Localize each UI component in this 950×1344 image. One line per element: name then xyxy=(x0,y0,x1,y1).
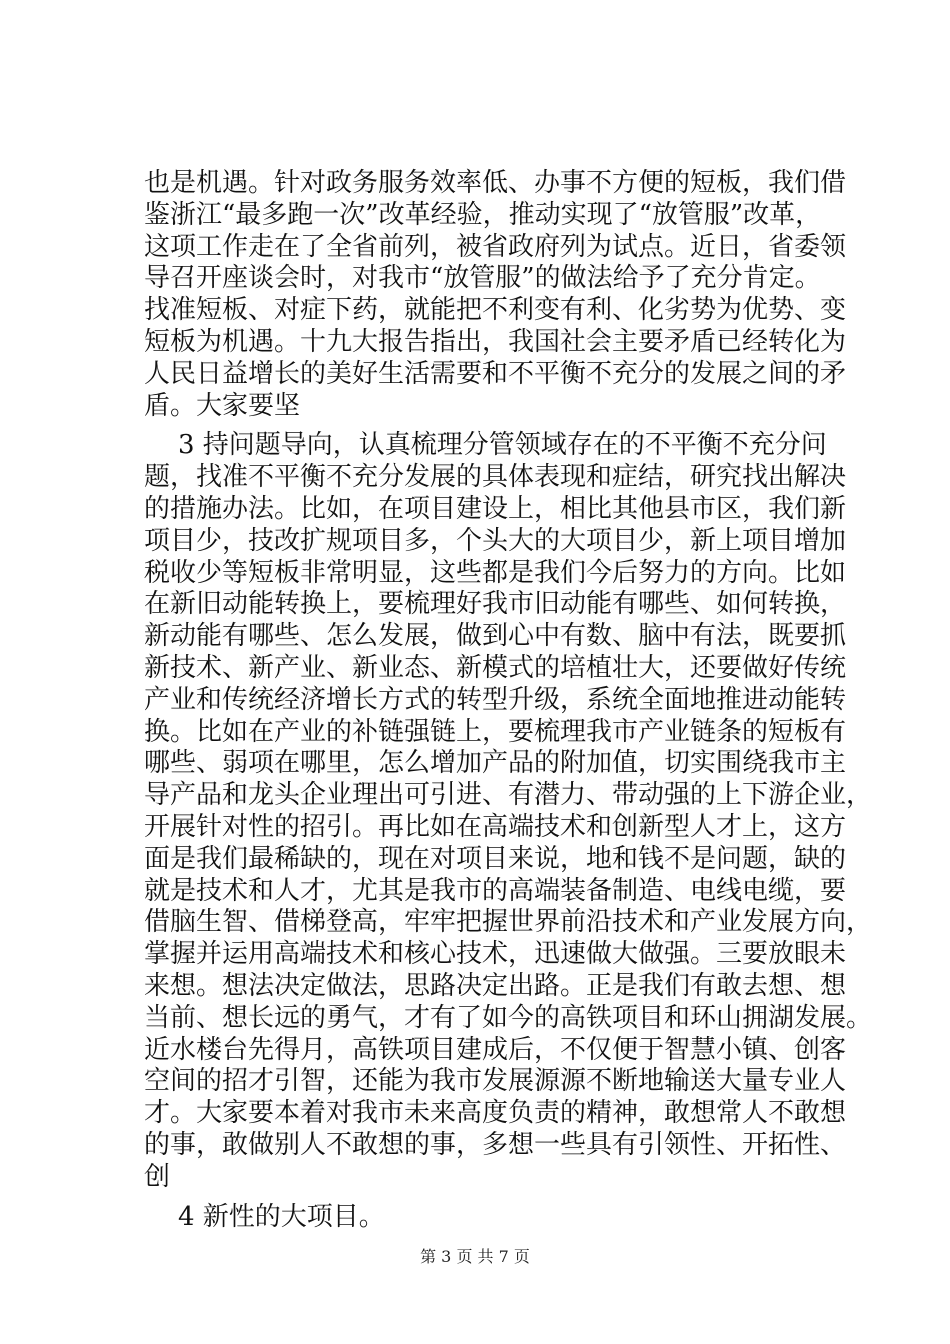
text-line: 鉴浙江“最多跑一次”改革经验，推动实现了“放管服”改革， xyxy=(144,199,822,230)
text-line: 的事，敢做别人不敢想的事，多想一些具有引领性、开拓性、 xyxy=(144,1129,847,1160)
text-line: 新技术、新产业、新业态、新模式的培植壮大，还要做好传统 xyxy=(144,652,847,683)
text-line: 也是机遇。针对政务服务效率低、办事不方便的短板，我们借 xyxy=(144,168,847,198)
text-line: 才。大家要本着对我市未来高度负责的精神，敢想常人不敢想 xyxy=(144,1098,847,1129)
text-line: 哪些、弱项在哪里，怎么增加产品的附加值，切实围绕我市主 xyxy=(144,748,847,779)
text-line: 导产品和龙头企业理出可引进、有潜力、带动强的上下游企业， xyxy=(144,780,873,811)
text-line: 面是我们最稀缺的，现在对项目来说，地和钱不是问题，缺的 xyxy=(144,843,847,874)
text-line: 导召开座谈会时，对我市“放管服”的做法给予了充分肯定。 xyxy=(144,263,821,294)
text-line: 题，找准不平衡不充分发展的具体表现和症结，研究找出解决 xyxy=(144,462,847,493)
text-line: 盾。大家要坚 xyxy=(144,390,301,421)
text-line: 当前、想长远的勇气，才有了如今的高铁项目和环山拥湖发展。 xyxy=(144,1002,873,1033)
text-line: 来想。想法决定做法，思路决定出路。正是我们有敢去想、想 xyxy=(144,970,847,1001)
text-line: 新动能有哪些、怎么发展，做到心中有数、脑中有法，既要抓 xyxy=(144,621,847,652)
text-line: 人民日益增长的美好生活需要和不平衡不充分的发展之间的矛 xyxy=(144,358,847,389)
text-line: 找准短板、对症下药，就能把不利变有利、化劣势为优势、变 xyxy=(144,295,847,326)
paragraph-start-line: 3 持问题导向，认真梳理分管领域存在的不平衡不充分问 xyxy=(178,430,827,461)
text-line: 这项工作走在了全省前列，被省政府列为试点。近日，省委领 xyxy=(144,231,847,262)
text-line: 产业和传统经济增长方式的转型升级，系统全面地推进动能转 xyxy=(144,684,847,715)
text-line: 创 xyxy=(144,1161,171,1192)
paragraph-start-line: 4 新性的大项目。 xyxy=(178,1201,385,1232)
text-line: 的措施办法。比如，在项目建设上，相比其他县市区，我们新 xyxy=(144,493,847,524)
text-line: 借脑生智、借梯登高，牢牢把握世界前沿技术和产业发展方向， xyxy=(144,907,873,938)
text-line: 税收少等短板非常明显，这些都是我们今后努力的方向。比如 xyxy=(144,557,847,588)
text-line: 在新旧动能转换上，要梳理好我市旧动能有哪些、如何转换， xyxy=(144,589,847,620)
text-line: 项目少，技改扩规项目多，个头大的大项目少，新上项目增加 xyxy=(144,525,847,556)
text-line: 空间的招才引智，还能为我市发展源源不断地输送大量专业人 xyxy=(144,1066,847,1097)
text-line: 就是技术和人才，尤其是我市的高端装备制造、电线电缆，要 xyxy=(144,875,847,906)
document-body xyxy=(144,168,873,1233)
page-footer: 第 3 页 共 7 页 xyxy=(420,1247,530,1266)
text-line: 近水楼台先得月，高铁项目建成后，不仅便于智慧小镇、创客 xyxy=(144,1034,847,1065)
text-line: 短板为机遇。十九大报告指出，我国社会主要矛盾已经转化为 xyxy=(144,326,847,357)
text-line: 开展针对性的招引。再比如在高端技术和创新型人才上，这方 xyxy=(144,811,847,842)
text-line: 换。比如在产业的补链强链上，要梳理我市产业链条的短板有 xyxy=(144,716,847,747)
text-line: 掌握并运用高端技术和核心技术，迅速做大做强。三要放眼未 xyxy=(144,939,847,970)
